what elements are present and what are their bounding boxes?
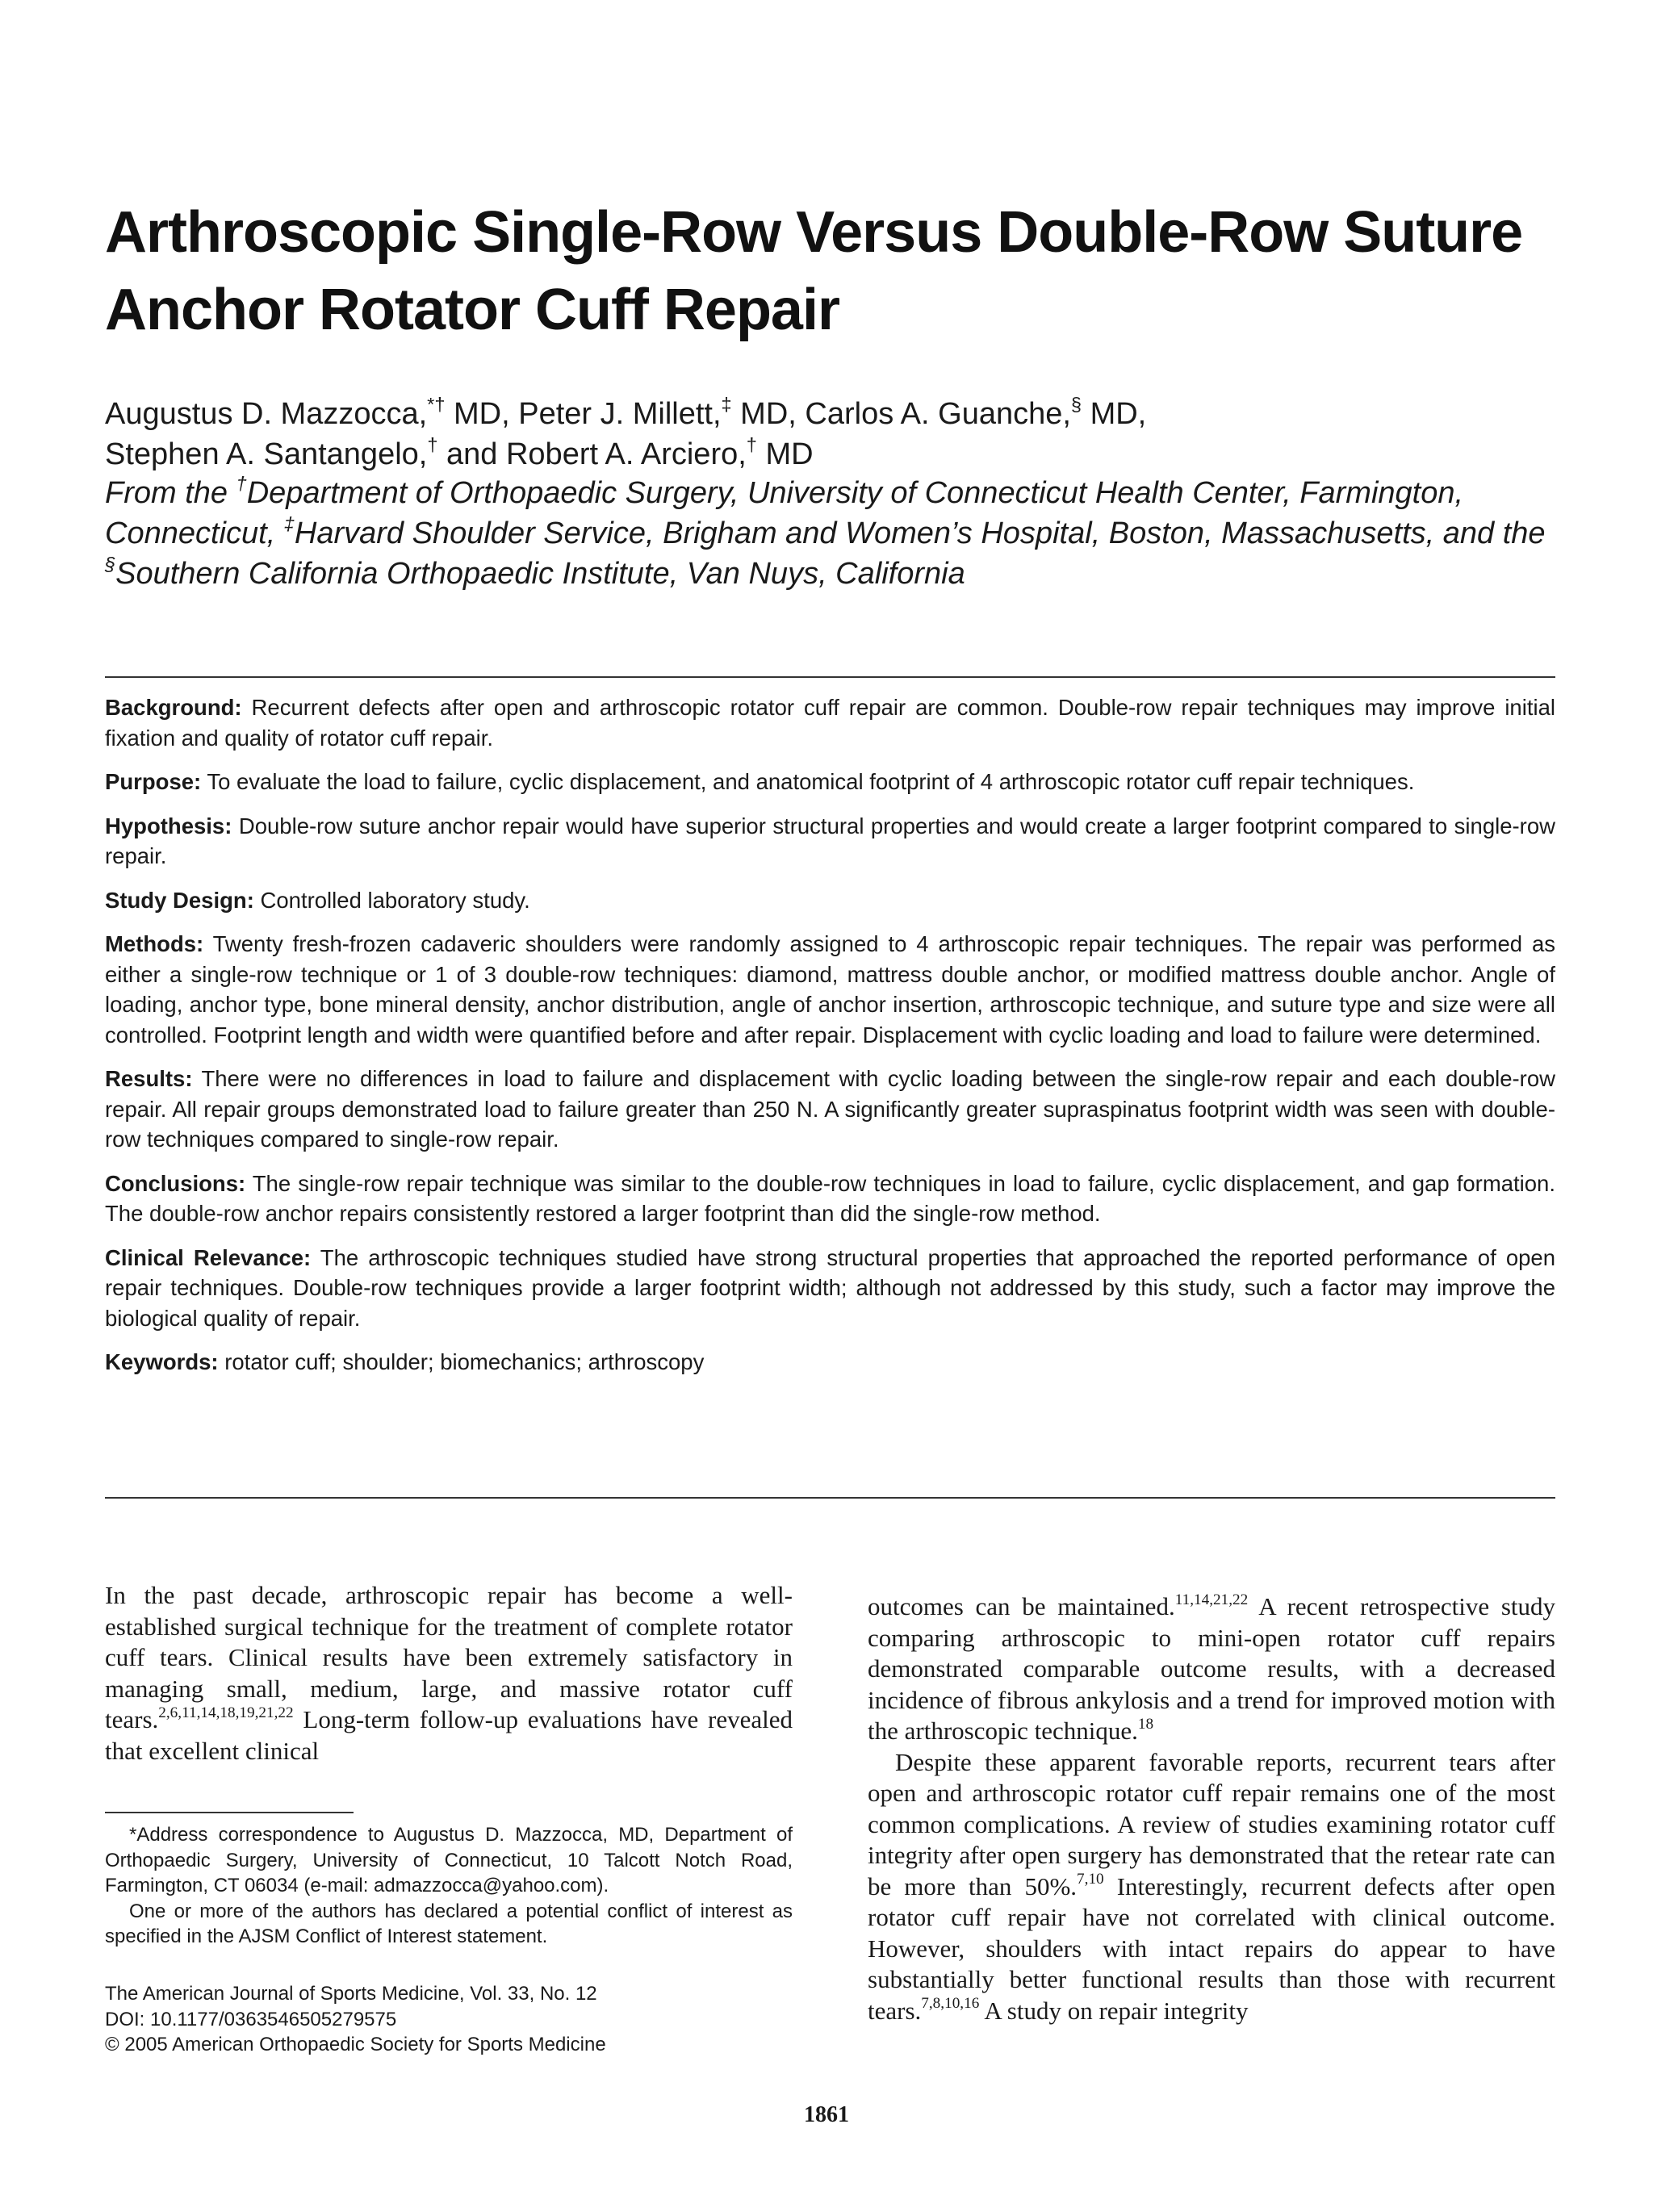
abstract-clinical-relevance: [105, 1243, 1555, 1334]
abstract-hypothesis: [105, 811, 1555, 872]
citation-ref: 11,14,21,22: [1174, 1591, 1249, 1608]
author-degree: MD,: [445, 397, 519, 431]
abstract-label: Purpose:: [105, 769, 202, 794]
abstract-label: Background:: [105, 695, 242, 720]
abstract-bottom-rule: [105, 1497, 1555, 1499]
page-number: 1861: [804, 2102, 849, 2127]
abstract-study-design: [105, 885, 1555, 916]
author-affiliation-mark: †: [746, 434, 757, 455]
body-paragraph: [868, 1591, 1555, 1747]
body-text: In the past decade, arthroscopic repair has become a well-established surgical technique for the treatment of complete rotator cuff tears. Clinical results have been extremely satisfactory in managing small, medium, large, and massive rotator cuff tears.: [105, 1581, 793, 1733]
citation-ref: 7,10: [1077, 1871, 1104, 1888]
abstract-text: Double-row suture anchor repair would have superior structural properties and would create a larger footprint compared to single-row repair.: [105, 813, 1555, 868]
author-name: Robert A. Arciero,: [505, 437, 747, 471]
affiliation-mark: ‡: [283, 513, 295, 534]
abstract-keywords: [105, 1347, 1555, 1378]
footnote-rule: [105, 1812, 354, 1813]
journal-info: [105, 1981, 793, 2058]
abstract-text: To evaluate the load to failure, cyclic displacement, and anatomical footprint of 4 arthroscopic rotator cuff repair techniques.: [201, 769, 1415, 794]
body-text: A study on repair integrity: [979, 1996, 1249, 2025]
body-text: Interestingly, recurrent defects after open rotator cuff repair have not correlated with clinical outcome. However, shoulders with intact repairs do appear to have substantially better functional results than those with recurrent tears.: [868, 1871, 1555, 2025]
author-name: Augustus D. Mazzocca,: [105, 397, 428, 431]
journal-doi: DOI: 10.1177/0363546505279575: [105, 2008, 397, 2030]
abstract-text: Twenty fresh-frozen cadaveric shoulders were randomly assigned to 4 arthroscopic repair techniques. The repair was performed as either a single-row technique or 1 of 3 double-row techniques: diamond, mattress double anchor, or modified mattress double anchor. Angle of loading, anchor type, bone mineral density, anchor distribution, angle of anchor insertion, arthroscopic technique, and suture type and size were all controlled. Footprint length and width were quantified before and after repair. Displacement with cyclic loading and load to failure were determined.: [105, 931, 1555, 1047]
author-affiliation-mark: †: [427, 434, 438, 455]
correspondence-footnote: *Address correspondence to Augustus D. Mazzocca, MD, Department of Orthopaedic Surgery, University of Connecticut, 10 Talcott Notch Road, Farmington, CT 06034 (e-mail: admazzocca@yahoo.com).: [105, 1824, 793, 1896]
journal-citation: The American Journal of Sports Medicine, Vol. 33, No. 12: [105, 1983, 597, 2005]
citation-ref: 7,8,10,16: [921, 1995, 980, 2013]
affiliation-text: Southern California Orthopaedic Institute, Van Nuys, California: [115, 557, 965, 591]
abstract-label: Study Design:: [105, 887, 254, 913]
body-text: Despite these apparent favorable reports, recurrent tears after open and arthroscopic rotator cuff repair remains one of the most common complications. A review of studies examining rotator cuff integrity after open surgery has demonstrated that the retear rate can be more than 50%.: [868, 1747, 1555, 1900]
affiliation-text: Harvard Shoulder Service, Brigham and Women’s Hospital, Boston, Massachusetts, and the: [294, 516, 1546, 550]
citation-ref: 18: [1137, 1715, 1154, 1733]
abstract-background: [105, 692, 1555, 753]
citation-ref: 2,6,11,14,18,19,21,22: [158, 1704, 294, 1721]
abstract-text: Recurrent defects after open and arthroscopic rotator cuff repair are common. Double-row repair techniques may improve initial fixation and quality of rotator cuff repair.: [105, 695, 1555, 751]
author-affiliation-mark: *†: [427, 394, 446, 415]
author-name: Carlos A. Guanche,: [805, 397, 1071, 431]
author-degree: MD,: [1082, 397, 1147, 431]
abstract-purpose: [105, 767, 1555, 797]
footnotes: [105, 1822, 793, 1950]
abstract-label: Clinical Relevance:: [105, 1244, 312, 1270]
author-list: [105, 394, 1558, 475]
body-column-left: [105, 1580, 793, 1767]
abstract-top-rule: [105, 676, 1555, 678]
abstract-label: Hypothesis:: [105, 813, 232, 838]
abstract-text: The arthroscopic techniques studied have strong structural properties that approached the reported performance of open repair techniques. Double-row techniques provide a larger footprint width; although not addressed by this study, such a factor may improve the biological quality of repair.: [105, 1244, 1556, 1331]
abstract-text: Controlled laboratory study.: [253, 887, 530, 913]
abstract-results: [105, 1064, 1555, 1155]
body-text: outcomes can be maintained.: [868, 1592, 1175, 1620]
author-degree: and: [437, 437, 506, 471]
abstract-methods: [105, 929, 1555, 1050]
author-degree: MD,: [731, 397, 806, 431]
abstract: [105, 692, 1555, 1391]
abstract-text: There were no differences in load to failure and displacement with cyclic loading between the single-row repair and each double-row repair. All repair groups demonstrated load to failure greater than 250 N. A significantly greater supraspinatus footprint width was seen with double-row techniques compared to single-row repair.: [105, 1066, 1555, 1152]
body-paragraph: [105, 1580, 793, 1767]
abstract-label: Conclusions:: [105, 1170, 246, 1196]
abstract-text: The single-row repair technique was similar to the double-row techniques in load to failure, cyclic displacement, and gap formation. The double-row anchor repairs consistently restored a larger footprint than did the single-row method.: [105, 1170, 1555, 1226]
affiliation-text: Department of Orthopaedic Surgery, University of Connecticut Health Center, Farmington, Connecticut,: [105, 476, 1464, 550]
author-affiliation-mark: ‡: [721, 394, 732, 415]
body-column-right: [868, 1591, 1555, 2026]
article-title: Arthroscopic Single-Row Versus Double-Row Suture Anchor Rotator Cuff Repair: [105, 200, 1523, 342]
conflict-footnote: One or more of the authors has declared a potential conflict of interest as specified in the AJSM Conflict of Interest statement.: [105, 1900, 793, 1947]
abstract-label: Results:: [105, 1066, 193, 1091]
affiliation-mark: §: [105, 554, 116, 575]
author-name: Stephen A. Santangelo,: [105, 437, 428, 471]
affiliation-text: From the: [105, 476, 236, 510]
affiliations: [105, 473, 1574, 594]
body-text: Long-term follow-up evaluations have revealed that excellent clinical: [105, 1705, 793, 1765]
abstract-text: rotator cuff; shoulder; biomechanics; arthroscopy: [218, 1349, 705, 1374]
abstract-conclusions: [105, 1169, 1555, 1229]
author-degree: MD: [756, 437, 814, 471]
abstract-label: Methods:: [105, 931, 204, 956]
affiliation-mark: †: [236, 473, 247, 494]
body-paragraph: [868, 1747, 1555, 2027]
abstract-label: Keywords:: [105, 1349, 219, 1374]
author-affiliation-mark: §: [1070, 394, 1082, 415]
body-text: A recent retrospective study comparing arthroscopic to mini-open rotator cuff repairs demonstrated comparable outcome results, with a decreased incidence of fibrous ankylosis and a trend for improved motion with the arthroscopic technique.: [868, 1592, 1555, 1745]
journal-copyright: © 2005 American Orthopaedic Society for Sports Medicine: [105, 2034, 606, 2055]
author-name: Peter J. Millett,: [518, 397, 722, 431]
